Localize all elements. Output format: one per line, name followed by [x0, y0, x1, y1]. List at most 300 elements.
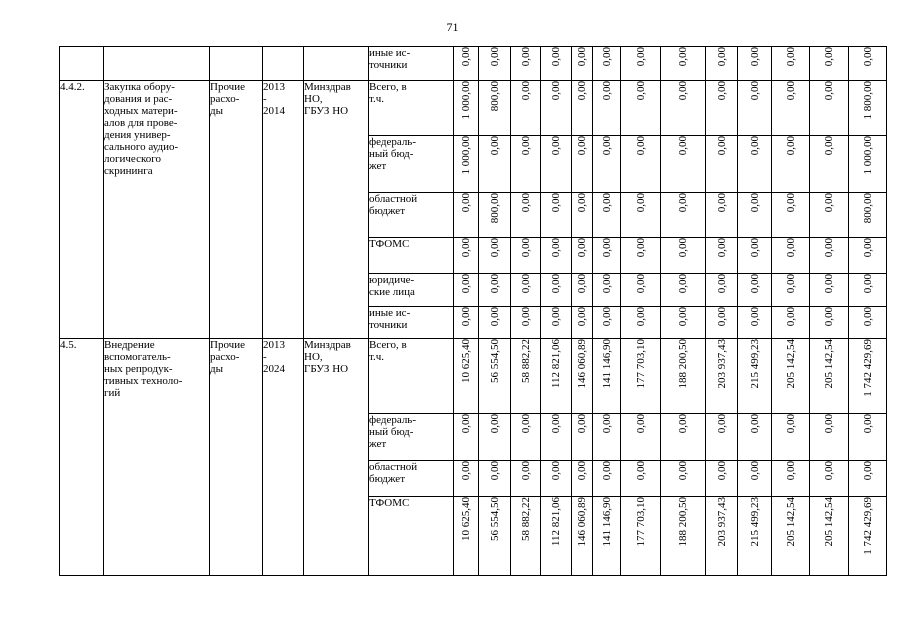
amount-value: 0,00 [784, 81, 797, 101]
amount-value: 0,00 [488, 47, 501, 67]
amount-cell [706, 307, 738, 339]
amount-value: 0,00 [550, 193, 562, 213]
amount-cell [572, 461, 593, 497]
amount-cell [621, 193, 661, 238]
amount-value: 0,00 [677, 414, 689, 434]
amount-cell [706, 497, 738, 576]
amount-value: 0,00 [519, 81, 532, 101]
amount-cell [661, 136, 706, 193]
amount-cell [593, 47, 621, 81]
amount-value: 56 554,50 [488, 339, 501, 383]
amount-cell [621, 238, 661, 274]
amount-cell [706, 47, 738, 81]
amount-value: 141 146,90 [600, 339, 613, 389]
amount-cell [593, 307, 621, 339]
amount-value: 188 200,50 [677, 497, 689, 547]
amount-value: 205 142,54 [784, 339, 797, 389]
amount-value: 0,00 [823, 461, 835, 481]
amount-cell [454, 461, 479, 497]
amount-value: 0,00 [600, 274, 613, 294]
item-code: 4.5. [60, 339, 104, 576]
amount-cell [706, 193, 738, 238]
amount-value: 205 142,54 [823, 339, 835, 389]
amount-value: 0,00 [600, 47, 613, 67]
amount-cell [738, 238, 772, 274]
amount-cell [661, 307, 706, 339]
amount-cell [738, 274, 772, 307]
amount-cell [849, 307, 887, 339]
amount-cell [706, 414, 738, 461]
amount-value: 0,00 [576, 47, 588, 67]
amount-value: 800,00 [861, 193, 874, 224]
amount-value: 0,00 [519, 193, 532, 213]
amount-cell [661, 339, 706, 414]
amount-cell [479, 307, 511, 339]
amount-cell [454, 307, 479, 339]
amount-value: 0,00 [861, 307, 874, 327]
amount-value: 10 625,40 [460, 497, 472, 541]
table-row [60, 339, 887, 414]
amount-value: 0,00 [861, 274, 874, 294]
amount-cell [479, 497, 511, 576]
amount-value: 0,00 [861, 47, 874, 67]
amount-value: 0,00 [677, 274, 689, 294]
amount-cell [849, 193, 887, 238]
amount-cell [810, 307, 849, 339]
amount-value: 0,00 [460, 414, 472, 434]
amount-cell [661, 461, 706, 497]
amount-value: 0,00 [748, 81, 761, 101]
amount-cell [621, 136, 661, 193]
amount-value: 0,00 [715, 238, 728, 258]
amount-value: 0,00 [519, 136, 532, 156]
amount-cell [572, 497, 593, 576]
amount-value: 0,00 [748, 307, 761, 327]
amount-value: 112 821,06 [550, 339, 562, 389]
amount-cell [810, 193, 849, 238]
amount-cell [738, 414, 772, 461]
period: 2013 - 2024 [263, 339, 304, 576]
amount-cell [772, 461, 810, 497]
amount-value: 0,00 [748, 274, 761, 294]
amount-cell [541, 47, 572, 81]
amount-cell [661, 47, 706, 81]
amount-cell [772, 47, 810, 81]
amount-cell [593, 339, 621, 414]
amount-value: 0,00 [634, 81, 647, 101]
amount-value: 0,00 [715, 307, 728, 327]
amount-value: 0,00 [634, 47, 647, 67]
budget-table [59, 46, 887, 576]
amount-cell [593, 136, 621, 193]
amount-cell [511, 193, 541, 238]
amount-value: 0,00 [784, 193, 797, 213]
funding-source: юридиче- ские лица [369, 274, 454, 307]
amount-value: 0,00 [460, 274, 472, 294]
amount-value: 0,00 [677, 238, 689, 258]
amount-value: 0,00 [715, 193, 728, 213]
amount-value: 0,00 [519, 238, 532, 258]
amount-cell [772, 81, 810, 136]
amount-value: 0,00 [550, 238, 562, 258]
amount-value: 0,00 [576, 81, 588, 101]
amount-cell [738, 497, 772, 576]
amount-value: 0,00 [519, 414, 532, 434]
amount-cell [738, 81, 772, 136]
amount-cell [772, 307, 810, 339]
amount-value: 177 703,10 [634, 497, 647, 547]
amount-value: 0,00 [600, 136, 613, 156]
amount-value: 146 060,89 [576, 497, 588, 547]
amount-cell [593, 414, 621, 461]
amount-cell [772, 414, 810, 461]
amount-cell [661, 274, 706, 307]
amount-value: 0,00 [460, 193, 472, 213]
amount-cell [541, 414, 572, 461]
item-code: 4.4.2. [60, 81, 104, 339]
amount-cell [541, 81, 572, 136]
executor: Минздрав НО, ГБУЗ НО [304, 339, 369, 576]
amount-cell [772, 238, 810, 274]
amount-value: 0,00 [677, 136, 689, 156]
amount-value: 0,00 [784, 136, 797, 156]
amount-cell [479, 414, 511, 461]
amount-cell [479, 238, 511, 274]
amount-cell [621, 274, 661, 307]
amount-value: 0,00 [823, 47, 835, 67]
amount-value: 0,00 [488, 238, 501, 258]
amount-cell [738, 136, 772, 193]
amount-cell [810, 274, 849, 307]
amount-value: 56 554,50 [488, 497, 501, 541]
amount-cell [810, 47, 849, 81]
amount-cell [593, 497, 621, 576]
amount-cell [454, 339, 479, 414]
amount-value: 0,00 [823, 238, 835, 258]
amount-cell [772, 274, 810, 307]
amount-cell [661, 497, 706, 576]
amount-cell [621, 461, 661, 497]
amount-value: 0,00 [550, 136, 562, 156]
amount-value: 0,00 [634, 414, 647, 434]
amount-cell [810, 497, 849, 576]
amount-cell [454, 274, 479, 307]
amount-cell [706, 461, 738, 497]
amount-value: 0,00 [823, 414, 835, 434]
amount-value: 0,00 [519, 307, 532, 327]
amount-cell [621, 414, 661, 461]
empty-cell [263, 47, 304, 81]
expense-type: Прочие расхо- ды [210, 339, 263, 576]
amount-cell [810, 238, 849, 274]
empty-cell [60, 47, 104, 81]
amount-cell [454, 238, 479, 274]
amount-cell [593, 238, 621, 274]
amount-value: 0,00 [634, 274, 647, 294]
amount-cell [849, 238, 887, 274]
item-name: Закупка обору- дования и рас- ходных матери- алов для прове- дения универ- сального аудио- логического скрининга [104, 81, 210, 339]
amount-cell [593, 193, 621, 238]
amount-value: 0,00 [677, 47, 689, 67]
amount-cell [511, 136, 541, 193]
amount-value: 0,00 [550, 47, 562, 67]
amount-cell [454, 193, 479, 238]
amount-cell [541, 497, 572, 576]
funding-source: иные ис- точники [369, 307, 454, 339]
amount-cell [572, 339, 593, 414]
amount-cell [572, 414, 593, 461]
amount-value: 0,00 [715, 136, 728, 156]
funding-source: областной бюджет [369, 193, 454, 238]
amount-cell [661, 193, 706, 238]
amount-value: 0,00 [576, 136, 588, 156]
amount-cell [706, 339, 738, 414]
amount-value: 0,00 [488, 414, 501, 434]
amount-cell [772, 497, 810, 576]
amount-cell [511, 414, 541, 461]
amount-cell [661, 238, 706, 274]
amount-value: 0,00 [748, 47, 761, 67]
expense-type: Прочие расхо- ды [210, 81, 263, 339]
amount-cell [593, 274, 621, 307]
amount-cell [454, 81, 479, 136]
empty-cell [304, 47, 369, 81]
amount-cell [661, 414, 706, 461]
amount-value: 0,00 [460, 461, 472, 481]
amount-value: 0,00 [715, 414, 728, 434]
amount-cell [479, 81, 511, 136]
amount-value: 0,00 [576, 307, 588, 327]
amount-value: 0,00 [519, 461, 532, 481]
amount-value: 1 800,00 [861, 81, 874, 120]
amount-cell [621, 497, 661, 576]
amount-cell [572, 238, 593, 274]
amount-value: 0,00 [748, 193, 761, 213]
amount-value: 0,00 [677, 81, 689, 101]
amount-cell [706, 81, 738, 136]
amount-value: 0,00 [784, 414, 797, 434]
amount-value: 0,00 [600, 461, 613, 481]
amount-value: 0,00 [488, 274, 501, 294]
amount-value: 1 742 429,69 [861, 339, 874, 397]
amount-value: 0,00 [519, 47, 532, 67]
amount-cell [479, 47, 511, 81]
amount-value: 0,00 [550, 274, 562, 294]
empty-cell [210, 47, 263, 81]
table-row [60, 81, 887, 136]
amount-value: 1 000,00 [861, 136, 874, 175]
amount-cell [738, 47, 772, 81]
amount-value: 0,00 [823, 274, 835, 294]
amount-value: 0,00 [748, 414, 761, 434]
amount-cell [738, 193, 772, 238]
amount-cell [541, 339, 572, 414]
amount-value: 1 000,00 [460, 136, 472, 175]
amount-cell [849, 136, 887, 193]
amount-cell [706, 274, 738, 307]
amount-value: 0,00 [460, 47, 472, 67]
amount-cell [849, 497, 887, 576]
amount-value: 0,00 [823, 81, 835, 101]
funding-source: областной бюджет [369, 461, 454, 497]
amount-value: 0,00 [677, 461, 689, 481]
amount-cell [479, 461, 511, 497]
amount-cell [849, 274, 887, 307]
amount-value: 0,00 [715, 274, 728, 294]
funding-source: Всего, в т.ч. [369, 81, 454, 136]
amount-cell [738, 307, 772, 339]
amount-value: 0,00 [576, 238, 588, 258]
amount-cell [810, 81, 849, 136]
amount-value: 0,00 [715, 47, 728, 67]
amount-cell [511, 274, 541, 307]
amount-value: 0,00 [519, 274, 532, 294]
amount-value: 203 937,43 [715, 339, 728, 389]
empty-cell [104, 47, 210, 81]
amount-cell [593, 461, 621, 497]
amount-cell [849, 47, 887, 81]
amount-value: 0,00 [576, 274, 588, 294]
amount-cell [849, 339, 887, 414]
amount-cell [772, 136, 810, 193]
amount-cell [572, 307, 593, 339]
amount-value: 205 142,54 [823, 497, 835, 547]
funding-source: федераль- ный бюд- жет [369, 414, 454, 461]
amount-value: 1 000,00 [460, 81, 472, 120]
amount-cell [738, 461, 772, 497]
amount-value: 205 142,54 [784, 497, 797, 547]
amount-cell [849, 81, 887, 136]
amount-value: 0,00 [748, 238, 761, 258]
amount-cell [541, 136, 572, 193]
amount-value: 0,00 [784, 274, 797, 294]
amount-value: 0,00 [460, 307, 472, 327]
amount-value: 0,00 [576, 414, 588, 434]
amount-cell [772, 339, 810, 414]
amount-value: 188 200,50 [677, 339, 689, 389]
amount-cell [661, 81, 706, 136]
amount-cell [541, 461, 572, 497]
amount-value: 0,00 [600, 238, 613, 258]
amount-cell [706, 238, 738, 274]
amount-value: 215 499,23 [748, 497, 761, 547]
amount-value: 0,00 [600, 81, 613, 101]
amount-value: 0,00 [715, 461, 728, 481]
amount-value: 0,00 [748, 461, 761, 481]
amount-cell [479, 274, 511, 307]
amount-value: 0,00 [861, 414, 874, 434]
amount-cell [572, 274, 593, 307]
amount-cell [479, 193, 511, 238]
funding-source: Всего, в т.ч. [369, 339, 454, 414]
table-row [60, 47, 887, 81]
amount-value: 0,00 [634, 136, 647, 156]
amount-value: 0,00 [784, 461, 797, 481]
amount-cell [572, 136, 593, 193]
amount-cell [541, 274, 572, 307]
amount-value: 0,00 [600, 307, 613, 327]
amount-cell [511, 339, 541, 414]
amount-value: 0,00 [576, 461, 588, 481]
amount-value: 0,00 [861, 461, 874, 481]
item-name: Внедрение вспомогатель- ных репродук- тивных техноло- гий [104, 339, 210, 576]
amount-value: 0,00 [784, 307, 797, 327]
amount-cell [511, 47, 541, 81]
amount-cell [593, 81, 621, 136]
amount-value: 0,00 [715, 81, 728, 101]
period: 2013 - 2014 [263, 81, 304, 339]
amount-value: 0,00 [550, 307, 562, 327]
amount-value: 0,00 [488, 307, 501, 327]
amount-value: 0,00 [550, 414, 562, 434]
amount-cell [810, 461, 849, 497]
amount-cell [511, 81, 541, 136]
funding-source: ТФОМС [369, 497, 454, 576]
amount-value: 1 742 429,69 [861, 497, 874, 555]
amount-value: 0,00 [488, 461, 501, 481]
executor: Минздрав НО, ГБУЗ НО [304, 81, 369, 339]
amount-value: 58 882,22 [519, 497, 532, 541]
amount-value: 0,00 [784, 47, 797, 67]
amount-value: 0,00 [677, 307, 689, 327]
amount-value: 146 060,89 [576, 339, 588, 389]
amount-value: 0,00 [634, 461, 647, 481]
amount-cell [621, 81, 661, 136]
amount-value: 203 937,43 [715, 497, 728, 547]
amount-cell [511, 238, 541, 274]
amount-cell [511, 461, 541, 497]
amount-value: 0,00 [677, 193, 689, 213]
amount-cell [511, 497, 541, 576]
amount-value: 215 499,23 [748, 339, 761, 389]
amount-cell [454, 497, 479, 576]
amount-value: 0,00 [600, 414, 613, 434]
amount-cell [810, 339, 849, 414]
amount-cell [621, 339, 661, 414]
amount-value: 0,00 [861, 238, 874, 258]
amount-cell [541, 193, 572, 238]
amount-value: 0,00 [550, 461, 562, 481]
amount-cell [572, 193, 593, 238]
amount-cell [810, 136, 849, 193]
amount-cell [541, 307, 572, 339]
amount-cell [541, 238, 572, 274]
funding-source: ТФОМС [369, 238, 454, 274]
amount-value: 177 703,10 [634, 339, 647, 389]
amount-value: 0,00 [460, 238, 472, 258]
funding-source: федераль- ный бюд- жет [369, 136, 454, 193]
amount-value: 0,00 [488, 136, 501, 156]
amount-value: 0,00 [576, 193, 588, 213]
amount-cell [621, 47, 661, 81]
amount-value: 0,00 [823, 193, 835, 213]
amount-cell [849, 414, 887, 461]
amount-cell [706, 136, 738, 193]
amount-value: 0,00 [634, 307, 647, 327]
amount-cell [621, 307, 661, 339]
amount-value: 800,00 [488, 81, 501, 112]
page-number: 71 [446, 20, 459, 34]
amount-value: 141 146,90 [600, 497, 613, 547]
amount-value: 0,00 [784, 238, 797, 258]
amount-value: 10 625,40 [460, 339, 472, 383]
amount-cell [849, 461, 887, 497]
amount-cell [810, 414, 849, 461]
amount-cell [738, 339, 772, 414]
amount-value: 0,00 [550, 81, 562, 101]
amount-value: 0,00 [600, 193, 613, 213]
amount-cell [572, 81, 593, 136]
